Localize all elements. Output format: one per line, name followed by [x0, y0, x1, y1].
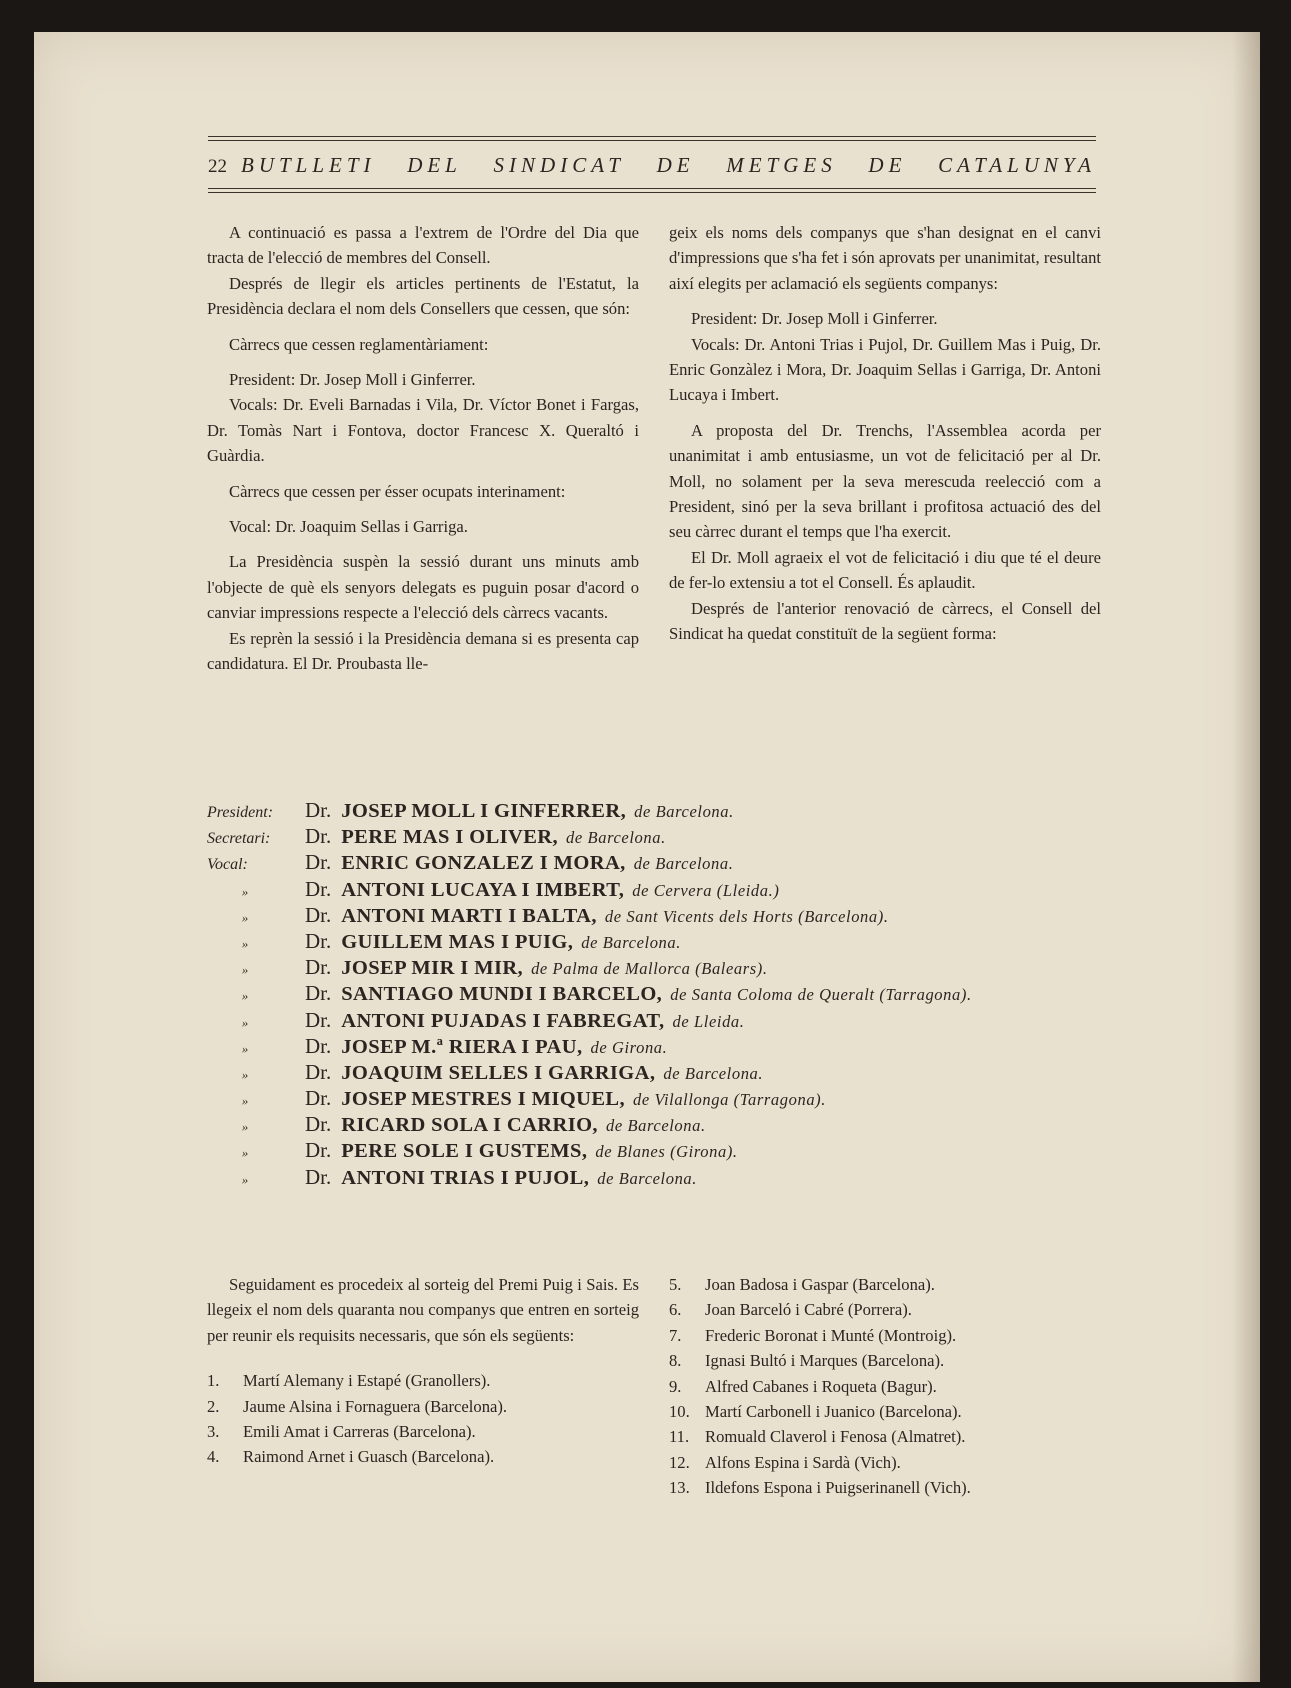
council-name: JOSEP M.ª RIERA I PAU, [341, 1035, 583, 1058]
ditto-mark: » [241, 988, 249, 1004]
council-name: JOSEP MESTRES I MIQUEL, [341, 1088, 625, 1111]
council-name: SANTIAGO MUNDI I BARCELO, [341, 983, 663, 1006]
list-number: 1. [207, 1371, 220, 1391]
paragraph: geix els noms dels companys que s'han designat en el canvi d'impressions que s'ha fet i són aprovats per unanimitat, resultant així elegits per aclamació els següents companys: [669, 223, 1101, 293]
right-column [669, 220, 1101, 677]
title-word: CATALUNYA [938, 153, 1096, 177]
council-title: Dr. [305, 1112, 332, 1137]
ditto-mark: » [241, 883, 249, 899]
list-item [669, 1297, 1101, 1322]
paragraph: A proposta del Dr. Trenchs, l'Assemblea acorda per unanimitat i amb entusiasme, un vot de felicitació per al Dr. Moll, no solament per la seva merescuda reelecció com a President, sinó per la seva brillant i profitosa actuació des del seu càrrec durant el temps que l'ha exercit. [669, 420, 1101, 542]
council-row [207, 1060, 1107, 1086]
list-item [669, 1272, 1101, 1297]
council-place: de Palma de Mallorca (Balears). [531, 959, 768, 979]
list-item [669, 1450, 1101, 1475]
council-title: Dr. [305, 1164, 332, 1189]
council-place: de Lleida. [672, 1011, 745, 1031]
paragraph: Càrrecs que cessen reglamentàriament: [229, 334, 489, 354]
list-number: 4. [207, 1447, 220, 1467]
council-title: Dr. [305, 1086, 332, 1111]
left-column [207, 220, 639, 677]
paragraph: Després de llegir els articles pertinents de l'Estatut, la Presidència declara el nom dels Consellers que cessen, que són: [207, 273, 639, 319]
ditto-mark: » [241, 1119, 249, 1135]
title-word: DEL [407, 153, 462, 177]
title-word: DE [656, 153, 695, 177]
ditto-mark: » [241, 1066, 249, 1082]
ditto-mark: » [241, 1171, 249, 1187]
ditto-mark: » [241, 1014, 249, 1030]
bottom-left-column [207, 1272, 639, 1501]
list-text: Jaume Alsina i Fornaguera (Barcelona). [243, 1396, 508, 1416]
council-title: Dr. [305, 850, 332, 875]
council-place: de Cervera (Lleida.) [632, 880, 780, 900]
list-number: 8. [669, 1351, 682, 1371]
council-title: Dr. [305, 1033, 332, 1058]
council-place: de Barcelona. [634, 802, 734, 821]
council-place: de Barcelona. [633, 854, 734, 874]
council-name: JOAQUIM SELLES I GARRIGA, [341, 1061, 656, 1084]
council-row [207, 877, 1107, 903]
council-row [207, 1138, 1107, 1164]
council-name: ANTONI PUJADAS I FABREGAT, [341, 1009, 665, 1032]
ditto-mark: » [241, 909, 249, 925]
council-title: Dr. [305, 1007, 332, 1032]
council-place: de Barcelona. [597, 1168, 698, 1188]
council-place: de Barcelona. [581, 932, 681, 952]
document-page [34, 32, 1260, 1682]
paragraph: Després de l'anterior renovació de càrrecs, el Consell del Sindicat ha quedat constituït de la següent forma: [669, 598, 1101, 644]
council-row [207, 929, 1107, 955]
two-column-body [207, 220, 1101, 677]
list-item [669, 1374, 1101, 1399]
council-place: de Sant Vicents dels Horts (Barcelona). [604, 906, 889, 926]
paragraph: A continuació es passa a l'extrem de l'Ordre del Dia que tracta de l'elecció de membres del Consell. [207, 223, 639, 268]
list-text: Ildefons Espona i Puigserinanell (Vich). [705, 1478, 971, 1498]
list-number: 11. [669, 1427, 690, 1447]
ditto-mark: » [241, 962, 249, 978]
title-word: METGES [726, 153, 837, 177]
council-name: ANTONI MARTI I BALTA, [341, 904, 597, 927]
list-number: 6. [669, 1300, 682, 1320]
council-title: Dr. [305, 876, 332, 901]
council-row [207, 798, 1107, 824]
council-row [207, 1034, 1107, 1060]
list-text: Raimond Arnet i Guasch (Barcelona). [243, 1447, 495, 1467]
council-name: JOSEP MOLL I GINFERRER, [341, 800, 627, 822]
council-role: Vocal: [207, 856, 248, 874]
paragraph: Vocals: Dr. Eveli Barnadas i Vila, Dr. Víctor Bonet i Fargas, Dr. Tomàs Nart i Fontova, doctor Francesc X. Queraltó i Guàrdia. [207, 395, 639, 466]
council-row [207, 1008, 1107, 1034]
running-header [208, 136, 1096, 193]
council-list [207, 798, 1107, 1191]
list-text: Emili Amat i Carreras (Barcelona). [243, 1422, 476, 1442]
list-number: 9. [669, 1376, 682, 1396]
journal-title [241, 153, 1096, 178]
council-title: Dr. [305, 1059, 332, 1084]
list-text: Joan Barceló i Cabré (Porrera). [705, 1300, 912, 1320]
council-row [207, 824, 1107, 850]
list-text: Joan Badosa i Gaspar (Barcelona). [705, 1275, 935, 1294]
paragraph: President: Dr. Josep Moll i Ginferrer. [229, 370, 476, 390]
paragraph: Vocal: Dr. Joaquim Sellas i Garriga. [229, 517, 468, 537]
council-place: de Santa Coloma de Queralt (Tarragona). [670, 985, 972, 1005]
title-word: BUTLLETI [241, 153, 376, 177]
council-title: Dr. [305, 902, 332, 927]
list-number: 5. [669, 1275, 682, 1294]
council-row [207, 1165, 1107, 1191]
title-word: SINDICAT [493, 153, 625, 177]
list-text: Frederic Boronat i Munté (Montroig). [705, 1325, 957, 1345]
list-text: Alfons Espina i Sardà (Vich). [705, 1452, 901, 1472]
list-text: Martí Alemany i Estapé (Granollers). [243, 1371, 491, 1391]
council-title: Dr. [305, 981, 332, 1006]
prize-draw-section [207, 1272, 1101, 1501]
list-item [669, 1399, 1101, 1424]
council-place: de Barcelona. [663, 1063, 764, 1083]
ditto-mark: » [241, 1145, 249, 1161]
council-place: de Girona. [590, 1037, 668, 1057]
council-row [207, 850, 1107, 876]
paragraph: Càrrecs que cessen per ésser ocupats interinament: [229, 481, 566, 501]
ditto-mark: » [241, 1093, 249, 1109]
paragraph: El Dr. Moll agraeix el vot de felicitació i diu que té el deure de fer-lo extensiu a tot el Consell. És aplaudit. [669, 547, 1101, 593]
list-text: Ignasi Bultó i Marques (Barcelona). [705, 1351, 945, 1371]
council-row [207, 955, 1107, 981]
council-place: de Vilallonga (Tarragona). [633, 1090, 826, 1110]
paragraph: Seguidament es procedeix al sorteig del Premi Puig i Sais. Es llegeix el nom dels quaranta nou companys que entren en sorteig per reunir els requisits necessaris, que són els següents: [207, 1275, 639, 1345]
bottom-right-column [669, 1272, 1101, 1501]
paragraph: Es reprèn la sessió i la Presidència demana si es presenta cap candidatura. El Dr. Proubasta lle- [207, 628, 639, 674]
ditto-mark: » [241, 1040, 249, 1056]
council-name: JOSEP MIR I MIR, [341, 957, 524, 980]
council-place: de Barcelona. [605, 1116, 706, 1136]
page-number: 22 [208, 156, 227, 177]
list-item [669, 1323, 1101, 1348]
council-row [207, 903, 1107, 929]
list-item [669, 1475, 1101, 1500]
council-place: de Blanes (Girona). [595, 1142, 738, 1162]
list-text: Alfred Cabanes i Roqueta (Bagur). [705, 1376, 937, 1396]
council-row [207, 1086, 1107, 1112]
council-place: de Barcelona. [566, 828, 666, 848]
council-name: ENRIC GONZALEZ I MORA, [341, 852, 626, 875]
council-name: ANTONI LUCAYA I IMBERT, [341, 878, 625, 901]
council-title: Dr. [305, 824, 332, 849]
list-number: 10. [669, 1402, 690, 1422]
list-item [207, 1444, 639, 1469]
council-role: Secretari: [207, 830, 271, 848]
paragraph: President: Dr. Josep Moll i Ginferrer. [691, 309, 938, 329]
list-item [207, 1419, 639, 1444]
council-name: PERE MAS I OLIVER, [341, 826, 559, 849]
council-title: Dr. [305, 955, 332, 980]
council-row [207, 1112, 1107, 1138]
list-item [669, 1348, 1101, 1373]
paragraph: Vocals: Dr. Antoni Trias i Pujol, Dr. Guillem Mas i Puig, Dr. Enric Gonzàlez i Mora, Dr. Joaquim Sellas i Garriga, Dr. Antoni Lucaya i Imbert. [669, 334, 1101, 405]
list-number: 7. [669, 1325, 682, 1345]
council-name: PERE SOLE I GUSTEMS, [341, 1140, 588, 1163]
council-title: Dr. [305, 798, 332, 822]
list-item [207, 1368, 639, 1393]
list-text: Romuald Claverol i Fenosa (Almatret). [705, 1427, 966, 1447]
council-name: ANTONI TRIAS I PUJOL, [341, 1166, 590, 1189]
paragraph: La Presidència suspèn la sessió durant uns minuts amb l'objecte de què els senyors delegats es puguin posar d'acord o canviar impressions respecte a l'elecció dels càrrecs vacants. [207, 552, 639, 623]
list-number: 3. [207, 1422, 220, 1442]
council-title: Dr. [305, 1138, 332, 1163]
list-number: 2. [207, 1396, 220, 1416]
council-row [207, 981, 1107, 1007]
title-word: DE [868, 153, 907, 177]
list-text: Martí Carbonell i Juanico (Barcelona). [705, 1402, 962, 1422]
list-number: 13. [669, 1478, 690, 1498]
council-name: GUILLEM MAS I PUIG, [341, 930, 574, 953]
ditto-mark: » [241, 935, 249, 951]
council-title: Dr. [305, 928, 332, 953]
list-item [669, 1424, 1101, 1449]
list-item [207, 1394, 639, 1419]
list-number: 12. [669, 1452, 690, 1472]
council-name: RICARD SOLA I CARRIO, [341, 1114, 598, 1137]
council-role: President: [207, 804, 274, 821]
